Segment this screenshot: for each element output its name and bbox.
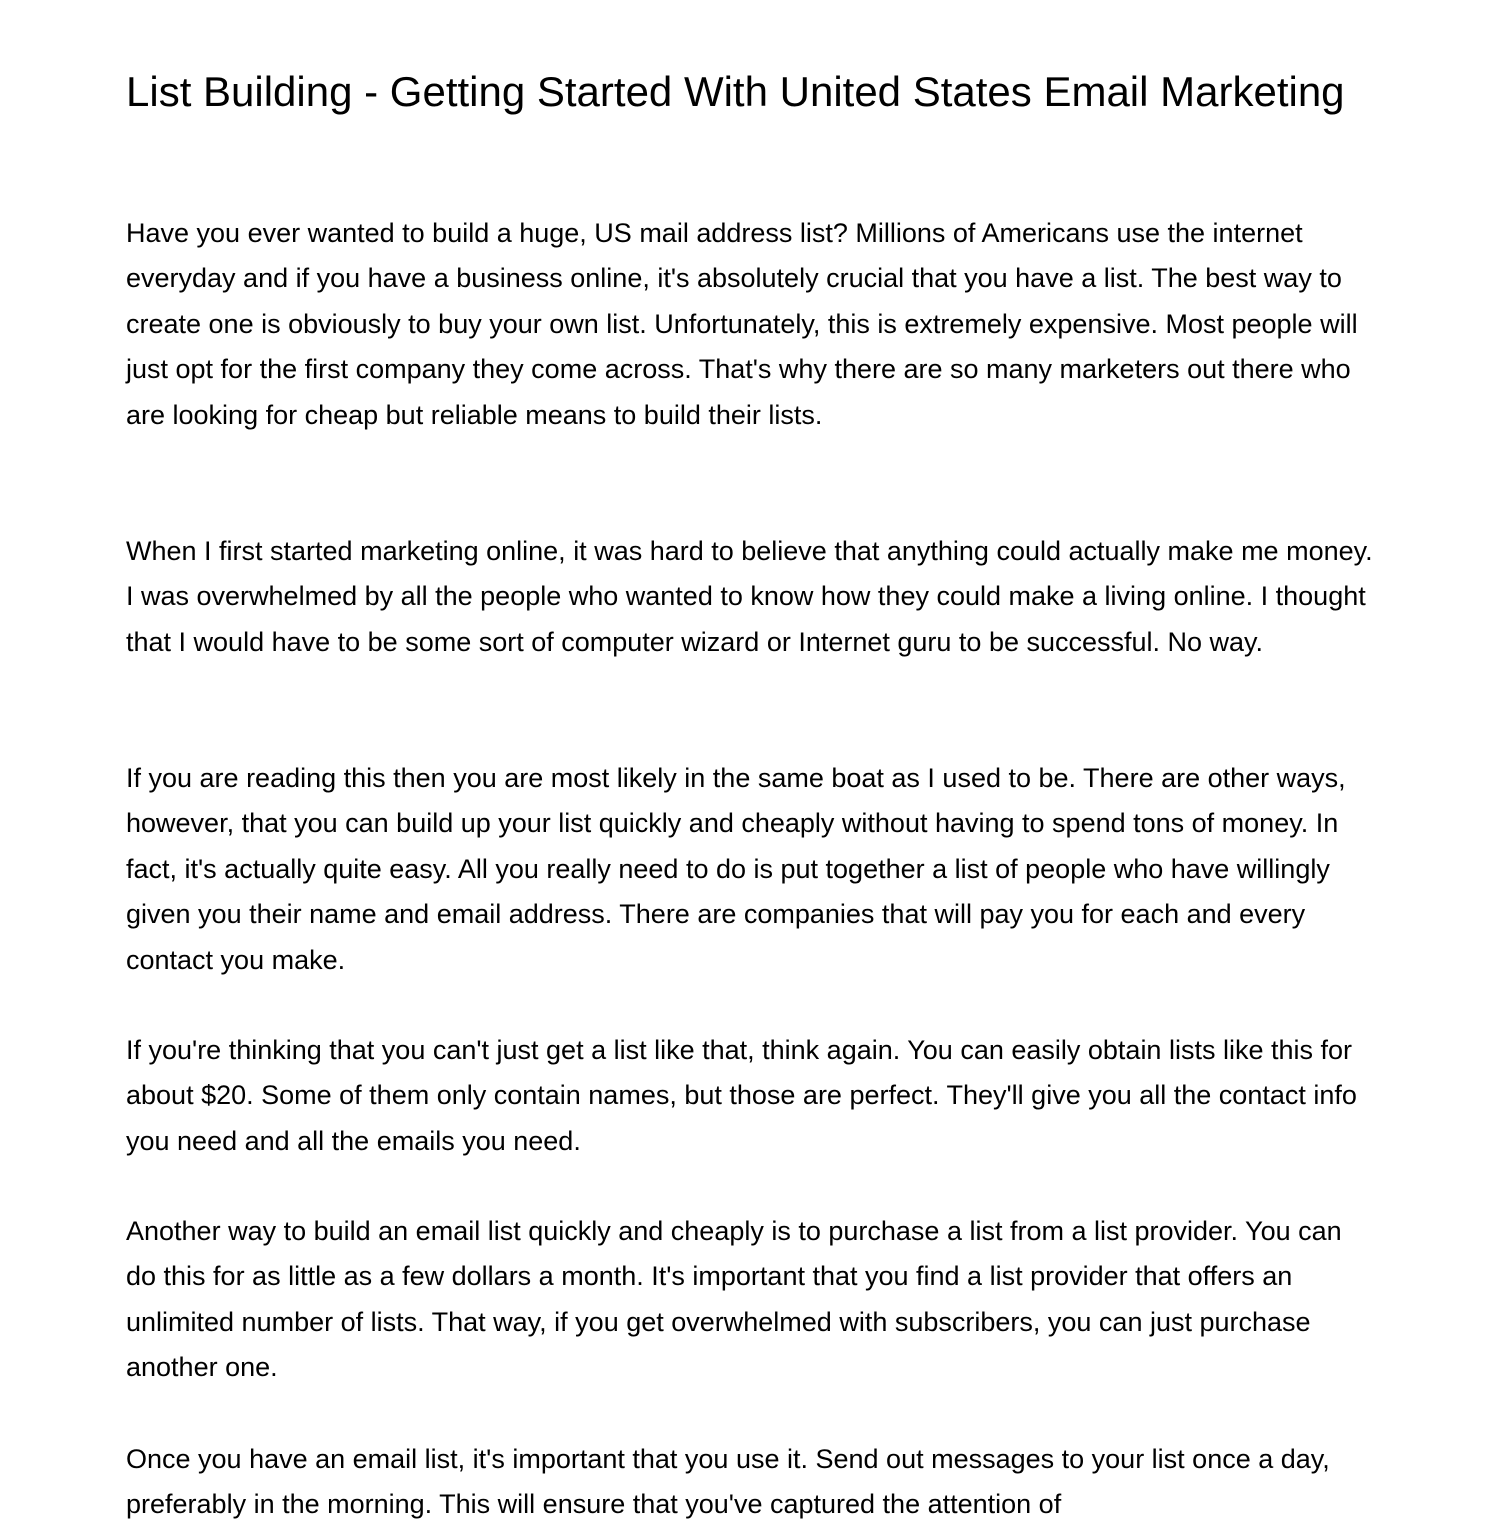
paragraph: When I first started marketing online, it was hard to believe that anything could actually make me money. I was overwhelmed by all the people who wanted to know how they could make a living online. I thought that I would have to be some sort of computer wizard or Internet guru to be successful. No way. xyxy=(126,536,1373,657)
paragraph: Have you ever wanted to build a huge, US mail address list? Millions of Americans use the internet everyday and if you have a business online, it's absolutely crucial that you have a list. The best way to create one is obviously to buy your own list. Unfortunately, this is extremely expensive. Most people will just opt for the first company they come across. That's why there are so many marketers out there who are looking for cheap but reliable means to build their lists. xyxy=(126,218,1358,430)
paragraph: If you're thinking that you can't just get a list like that, think again. You can easily obtain lists like this for about $20. Some of them only contain names, but those are perfect. They'll give you all the contact info you need and all the emails you need. xyxy=(126,1035,1357,1156)
paragraph: If you are reading this then you are most likely in the same boat as I used to be. There are other ways, however, that you can build up your list quickly and cheaply without having to spend tons of money. In fact, it's actually quite easy. All you really need to do is put together a list of people who have willingly given you their name and email address. There are companies that will pay you for each and every contact you make. xyxy=(126,763,1346,975)
paragraph: Once you have an email list, it's important that you use it. Send out messages to your list once a day, preferably in the morning. This will ensure that you've captured the attention of xyxy=(126,1444,1330,1520)
paragraph: Another way to build an email list quickly and cheaply is to purchase a list from a list provider. You can do this for as little as a few dollars a month. It's important that you find a list provider that offers an unlimited number of lists. That way, if you get overwhelmed with subscribers, you can just purchase another one. xyxy=(126,1216,1342,1383)
document-title: List Building - Getting Started With United States Email Marketing xyxy=(126,68,1345,115)
